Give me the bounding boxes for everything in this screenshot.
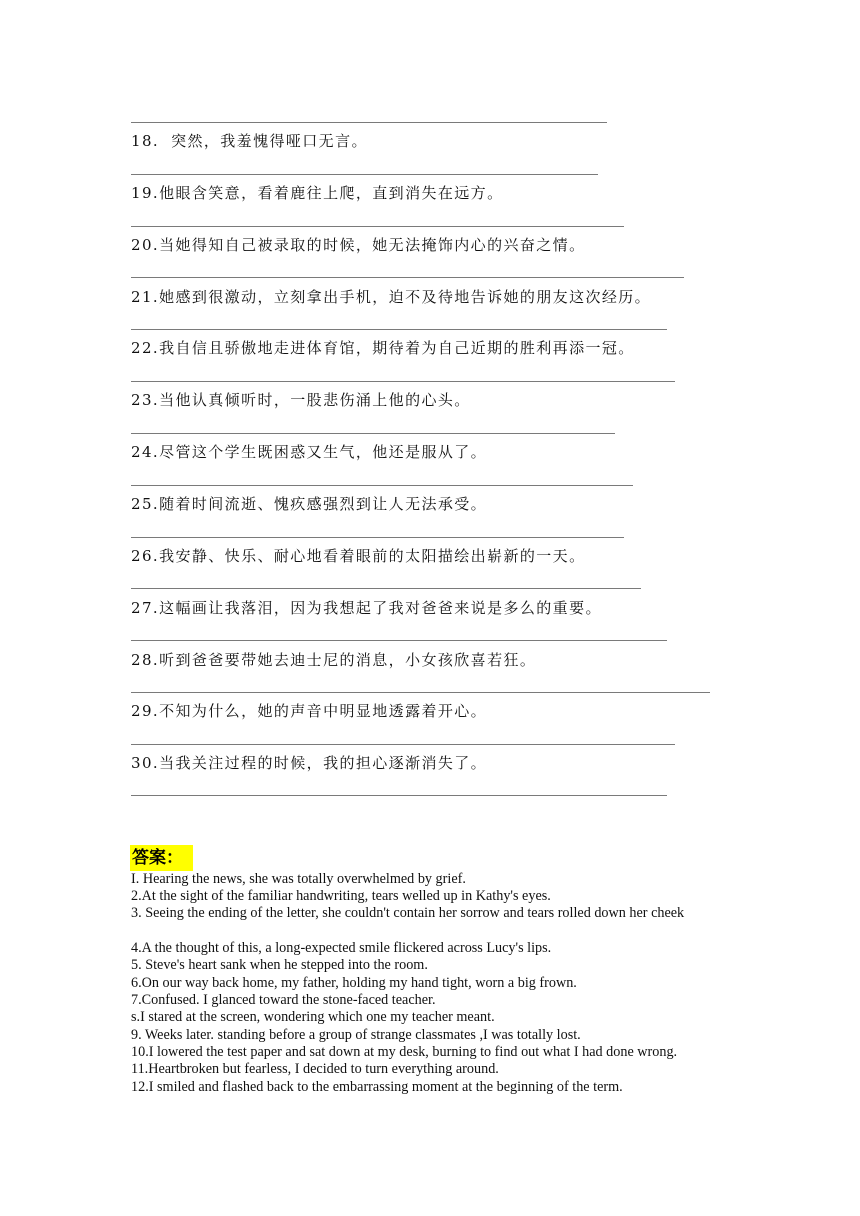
question-number: 25. — [131, 495, 160, 513]
question-30 — [131, 753, 487, 773]
question-number: 20. — [131, 236, 160, 254]
answer-line — [131, 433, 615, 434]
answer-item: 2.At the sight of the familiar handwriting, tears welled up in Kathy's eyes. — [131, 888, 551, 904]
question-number: 22. — [131, 339, 160, 357]
question-19 — [131, 183, 503, 203]
question-text: 他眼含笑意，看着鹿往上爬，直到消失在远方。 — [159, 184, 504, 202]
answer-line — [131, 640, 667, 641]
question-text: 听到爸爸要带她去迪士尼的消息，小女孩欣喜若狂。 — [159, 651, 537, 669]
question-number: 24. — [131, 443, 160, 461]
answer-line — [131, 692, 710, 693]
question-22 — [131, 338, 635, 358]
answer-line — [131, 588, 641, 589]
question-number: 27. — [131, 599, 160, 617]
answer-item: 6.On our way back home, my father, holding my hand tight, worn a big frown. — [131, 975, 577, 991]
question-number: 23. — [131, 391, 160, 409]
question-29 — [131, 701, 487, 721]
question-number: 21. — [131, 288, 160, 306]
question-18 — [131, 131, 368, 151]
answer-line — [131, 329, 667, 330]
question-28 — [131, 650, 536, 670]
answer-item: s.I stared at the screen, wondering which one my teacher meant. — [131, 1009, 495, 1025]
question-number: 18. — [131, 132, 160, 150]
question-number: 29. — [131, 702, 160, 720]
answer-line — [131, 485, 633, 486]
answer-line — [131, 226, 624, 227]
question-text: 不知为什么，她的声音中明显地透露着开心。 — [159, 702, 488, 720]
question-21 — [131, 287, 651, 307]
answer-item: 12.I smiled and flashed back to the embarrassing moment at the beginning of the term. — [131, 1079, 623, 1095]
question-text: 我自信且骄傲地走进体育馆，期待着为自己近期的胜利再添一冠。 — [159, 339, 635, 357]
answer-line — [131, 744, 675, 745]
question-20 — [131, 235, 585, 255]
question-text: 我安静、快乐、耐心地看着眼前的太阳描绘出崭新的一天。 — [159, 547, 586, 565]
question-25 — [131, 494, 487, 514]
question-24 — [131, 442, 487, 462]
answer-line — [131, 277, 684, 278]
question-text: 当我关注过程的时候，我的担心逐渐消失了。 — [159, 754, 488, 772]
question-number: 30. — [131, 754, 160, 772]
question-text: 当她得知自己被录取的时候，她无法掩饰内心的兴奋之情。 — [159, 236, 586, 254]
answers-heading: 答案： — [130, 845, 193, 871]
question-text: 随着时间流逝、愧疚感强烈到让人无法承受。 — [159, 495, 488, 513]
answer-item: 7.Confused. I glanced toward the stone-faced teacher. — [131, 992, 436, 1008]
question-text: 这幅画让我落泪，因为我想起了我对爸爸来说是多么的重要。 — [159, 599, 602, 617]
question-text: 当他认真倾听时，一股悲伤涌上他的心头。 — [159, 391, 471, 409]
answer-line — [131, 795, 667, 796]
question-23 — [131, 390, 471, 410]
question-number: 28. — [131, 651, 160, 669]
answer-line — [131, 381, 675, 382]
question-number: 26. — [131, 547, 160, 565]
question-text: 突然，我羞愧得哑口无言。 — [171, 132, 368, 150]
question-26 — [131, 546, 585, 566]
question-text: 尽管这个学生既困惑又生气，他还是服从了。 — [159, 443, 488, 461]
answer-line — [131, 174, 598, 175]
question-number: 19. — [131, 184, 160, 202]
answer-item: 3. Seeing the ending of the letter, she couldn't contain her sorrow and tears rolled down her cheek — [131, 905, 685, 921]
answer-item: 4.A the thought of this, a long-expected smile flickered across Lucy's lips. — [131, 940, 552, 956]
answer-item: 9. Weeks later. standing before a group of strange classmates ,I was totally lost. — [131, 1027, 581, 1043]
question-27 — [131, 598, 602, 618]
question-text: 她感到很激动，立刻拿出手机，迫不及待地告诉她的朋友这次经历。 — [159, 288, 652, 306]
answer-line — [131, 122, 607, 123]
answer-item: 5. Steve's heart sank when he stepped into the room. — [131, 957, 428, 973]
answer-item: 10.I lowered the test paper and sat down at my desk, burning to find out what I had done wrong. 11.Heartbroken but fearless, I decided to turn everything around. — [131, 1044, 678, 1078]
answer-item: I. Hearing the news, she was totally overwhelmed by grief. — [131, 871, 466, 887]
answer-line — [131, 537, 624, 538]
